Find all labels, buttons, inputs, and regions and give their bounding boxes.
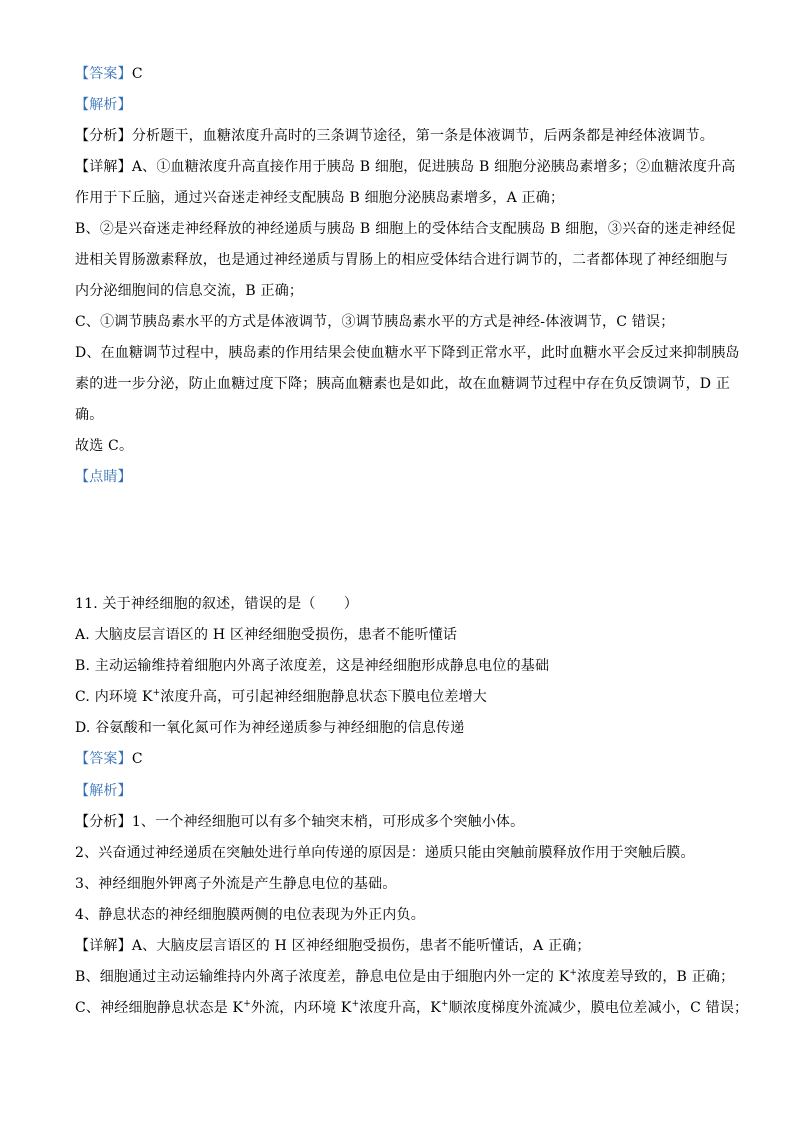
option-a: A. 大脑皮层言语区的 H 区神经细胞受损伤，患者不能听懂话 xyxy=(75,627,458,643)
detail-b-post: 浓度差导致的，B 正确； xyxy=(577,969,735,985)
fenxi-label-2: 【分析】 xyxy=(75,814,132,830)
xiangjie-text: A、①血糖浓度升高直接作用于胰岛 B 细胞，促进胰岛 B 细胞分泌胰岛素增多；②血糖浓度升高 xyxy=(131,159,736,175)
xiangjie-line-2b xyxy=(75,936,725,956)
answer-label: 【答案】 xyxy=(75,66,132,82)
analysis-label: 【解析】 xyxy=(75,97,132,113)
dianjing-label: 【点睛】 xyxy=(75,469,132,485)
point-3: 3、神经细胞外钾离子外流是产生静息电位的基础。 xyxy=(75,876,397,892)
xiangjie-label-2: 【详解】 xyxy=(75,938,132,954)
conclusion: 故选 C。 xyxy=(75,438,134,454)
option-b-explanation-3: 内分泌细胞间的信息交流，B 正确； xyxy=(75,283,304,299)
answer-line xyxy=(75,64,725,84)
detail-b-sup: + xyxy=(569,968,578,978)
fenxi-label: 【分析】 xyxy=(75,128,132,144)
fenxi-text-2: 1、一个神经细胞可以有多个轴突末梢，可形成多个突触小体。 xyxy=(131,814,525,830)
detail-c-part-2: 外流，内环境 K xyxy=(250,1000,352,1016)
fenxi-line-2 xyxy=(75,812,725,832)
detail-c-sup-2: + xyxy=(351,999,360,1009)
option-d-explanation-3: 确。 xyxy=(75,407,104,423)
detail-c-sup-3: + xyxy=(440,999,449,1009)
option-c-pre: C. 内环境 K xyxy=(75,689,153,705)
answer-value: C xyxy=(131,66,143,82)
option-d-explanation-2: 素的进一步分泌，防止血糖过度下降；胰高血糖素也是如此，故在血糖调节过程中存在负反馈调节，D 正 xyxy=(75,376,731,392)
option-c-sup: + xyxy=(152,688,161,698)
xiangjie-text-2: A、大脑皮层言语区的 H 区神经细胞受损伤，患者不能听懂话，A 正确； xyxy=(131,938,591,954)
detail-c-part-1: C、神经细胞静息状态是 K xyxy=(75,1000,244,1016)
detail-c-line xyxy=(75,998,749,1018)
answer-label-2: 【答案】 xyxy=(75,751,132,767)
option-c-explanation: C、①调节胰岛素水平的方式是体液调节，③调节胰岛素水平的方式是神经-体液调节，C 错误； xyxy=(75,314,675,330)
option-c xyxy=(75,687,725,707)
xiangjie-label: 【详解】 xyxy=(75,159,132,175)
xiangjie-line xyxy=(75,157,736,177)
point-2: 2、兴奋通过神经递质在突触处进行单向传递的原因是：递质只能由突触前膜释放作用于突触后膜。 xyxy=(75,845,695,861)
option-b: B. 主动运输维持着细胞内外离子浓度差，这是神经细胞形成静息电位的基础 xyxy=(75,658,550,674)
option-b-explanation-2: 进相关胃肠激素释放，也是通过神经递质与胃肠上的相应受体结合进行调节的，二者都体现了神经细胞与 xyxy=(75,252,729,268)
option-c-post: 浓度升高，可引起神经细胞静息状态下膜电位差增大 xyxy=(160,689,487,705)
answer-value-2: C xyxy=(131,751,143,767)
xiangjie-line-2: 作用于下丘脑，通过兴奋迷走神经支配胰岛 B 细胞分泌胰岛素增多，A 正确； xyxy=(75,190,565,206)
detail-b-pre: B、细胞通过主动运输维持内外离子浓度差，静息电位是由于细胞内外一定的 K xyxy=(75,969,570,985)
detail-b-line xyxy=(75,967,735,987)
option-d: D. 谷氨酸和一氧化氮可作为神经递质参与神经细胞的信息传递 xyxy=(75,720,465,736)
option-d-explanation-1: D、在血糖调节过程中，胰岛素的作用结果会使血糖水平下降到正常水平，此时血糖水平会反过来抑制胰岛 xyxy=(75,345,740,361)
detail-c-part-3: 浓度升高，K xyxy=(359,1000,441,1016)
fenxi-line xyxy=(75,126,725,146)
detail-c-sup-1: + xyxy=(243,999,251,1009)
point-4: 4、静息状态的神经细胞膜两侧的电位表现为外正内负。 xyxy=(75,907,425,923)
option-b-explanation-1: B、②是兴奋迷走神经释放的神经递质与胰岛 B 细胞上的受体结合支配胰岛 B 细胞，③兴奋的迷走神经促 xyxy=(75,221,736,237)
question-stem: 11. 关于神经细胞的叙述，错误的是（ ） xyxy=(75,596,359,612)
detail-c-part-4: 顺浓度梯度外流减少，膜电位差减小，C 错误； xyxy=(448,1000,749,1016)
answer-line-2 xyxy=(75,749,725,769)
fenxi-text: 分析题干，血糖浓度升高时的三条调节途径，第一条是体液调节，后两条都是神经体液调节。 xyxy=(131,128,715,144)
analysis-label-2: 【解析】 xyxy=(75,783,132,799)
